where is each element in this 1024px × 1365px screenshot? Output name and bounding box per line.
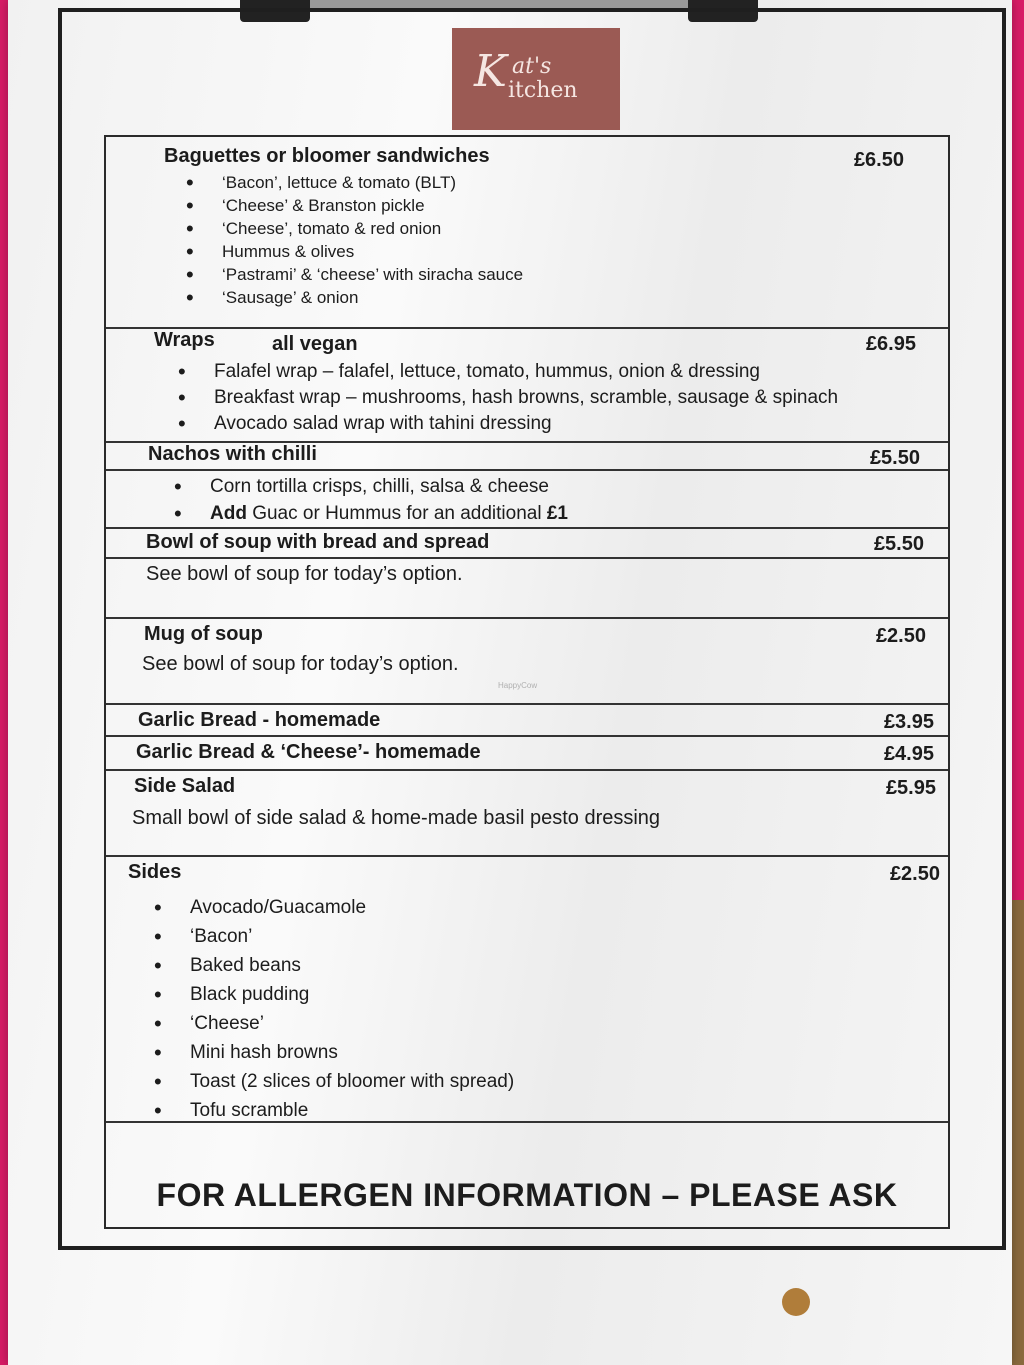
section-soup-mug: [106, 619, 948, 705]
section-title: Bowl of soup with bread and spread: [146, 531, 490, 553]
list-item: • Mini hash browns: [154, 1038, 514, 1067]
item-list: [154, 893, 514, 1125]
list-item: • Corn tortilla crisps, chilli, salsa & cheese: [174, 473, 568, 500]
section-title: Wraps: [154, 329, 215, 351]
list-item: • Avocado/Guacamole: [154, 893, 514, 922]
logo-line-2: itchen: [508, 78, 578, 103]
section-description: Small bowl of side salad & home-made basil pesto dressing: [132, 807, 661, 829]
section-title: Garlic Bread - homemade: [138, 709, 381, 731]
section-garlic-bread: [106, 705, 948, 737]
add-price: £1: [546, 503, 568, 524]
list-item: • Tofu scramble: [154, 1096, 514, 1125]
paper-stain: [782, 1288, 810, 1316]
section-title: Garlic Bread & ‘Cheese’- homemade: [136, 741, 481, 763]
item-list: [186, 171, 523, 309]
section-price: £5.50: [869, 447, 920, 469]
section-baguettes: [106, 137, 948, 329]
section-price: £4.95: [883, 743, 934, 765]
menu-paper: [8, 0, 1012, 1365]
section-garlic-cheese: [106, 737, 948, 771]
section-description: See bowl of soup for today’s option.: [142, 653, 459, 675]
section-title: Sides: [128, 861, 182, 883]
section-title: Mug of soup: [144, 623, 263, 645]
section-price: £3.95: [883, 711, 934, 733]
list-item: • Falafel wrap – falafel, lettuce, tomato, hummus, onion & dressing: [178, 359, 838, 385]
list-item: • ‘Cheese’: [154, 1009, 514, 1038]
section-price: £5.95: [885, 777, 936, 799]
list-item: • ‘Cheese’, tomato & red onion: [186, 217, 523, 240]
item-list: [178, 359, 838, 437]
add-label: Add: [210, 503, 247, 524]
allergen-notice: FOR ALLERGEN INFORMATION – PLEASE ASK: [156, 1177, 898, 1213]
section-sides: [106, 857, 948, 1123]
list-item: • Toast (2 slices of bloomer with spread): [154, 1067, 514, 1096]
section-description: See bowl of soup for today’s option.: [146, 563, 463, 585]
section-price: £2.50: [875, 625, 926, 647]
logo-line-1: at's: [512, 54, 552, 79]
list-item: • ‘Bacon’, lettuce & tomato (BLT): [186, 171, 523, 194]
watermark: HappyCow: [498, 681, 538, 690]
logo-initial: K: [474, 46, 507, 97]
section-nachos: [106, 443, 948, 471]
list-item: • Avocado salad wrap with tahini dressing: [178, 411, 838, 437]
add-text: Guac or Hummus for an additional: [246, 503, 547, 524]
list-item: [174, 500, 568, 527]
list-item: • Breakfast wrap – mushrooms, hash browns, scramble, sausage & spinach: [178, 385, 838, 411]
kats-kitchen-logo: [452, 28, 620, 130]
list-item: • ‘Cheese’ & Branston pickle: [186, 194, 523, 217]
list-item: • Hummus & olives: [186, 240, 523, 263]
menu-table: [104, 135, 950, 1229]
section-title: Nachos with chilli: [148, 443, 317, 465]
list-item: • ‘Pastrami’ & ‘cheese’ with siracha sauce: [186, 263, 523, 286]
item-list: [174, 473, 568, 527]
list-item: • Black pudding: [154, 980, 514, 1009]
list-item: • ‘Sausage’ & onion: [186, 286, 523, 309]
section-side-salad: [106, 771, 948, 857]
section-soup-bowl-desc: [106, 559, 948, 619]
list-item: • ‘Bacon’: [154, 922, 514, 951]
section-title: Baguettes or bloomer sandwiches: [164, 145, 490, 167]
section-price: £6.95: [865, 333, 916, 355]
section-wraps: [106, 329, 948, 443]
section-title: Side Salad: [134, 775, 236, 797]
section-nachos-details: [106, 471, 948, 529]
section-price: £6.50: [853, 149, 904, 171]
section-price: £2.50: [889, 863, 940, 885]
section-soup-bowl: [106, 529, 948, 559]
section-price: £5.50: [873, 533, 924, 555]
list-item: • Baked beans: [154, 951, 514, 980]
section-tag: all vegan: [272, 333, 358, 355]
